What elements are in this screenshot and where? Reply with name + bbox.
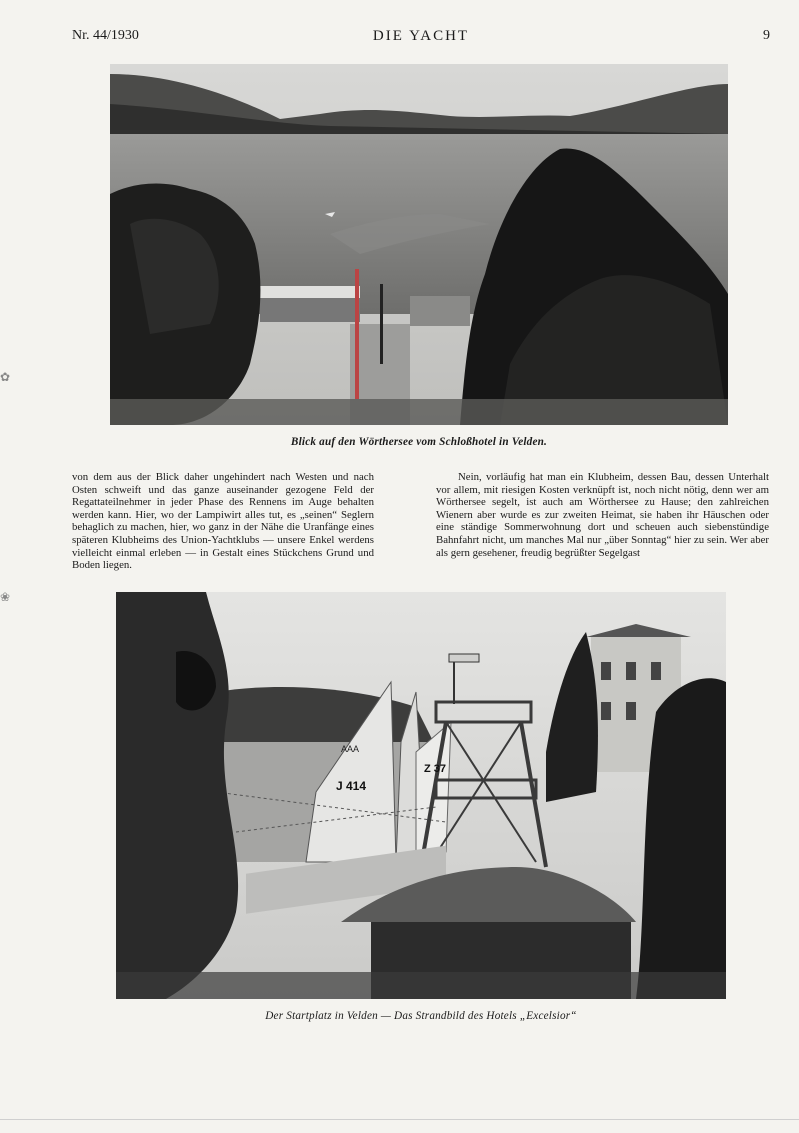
left-column-text: von dem aus der Blick daher ungehindert nach Westen und nach Osten schweift und das ganze auseinander gezogene Feld der Regattateilnehmer in jeder Phase des Rennens im Auge behalten werden kann. Hier, wo der Lampiwirt alles tut, es „seinen“ Seglern behaglich zu machen, hier, wo ganz in der Nähe die Uranfänge eines späteren Klubheims des Union-Yachtklubs — unsere Enkel werdens vielleicht einmal erleben — in Gestalt eines Stückchens Grund und Boden liegen. — [72, 471, 374, 572]
text-column-right — [436, 471, 769, 559]
top-photo-caption: Blick auf den Wörthersee vom Schloßhotel in Velden. — [290, 436, 548, 448]
sail-number: AAA — [341, 744, 360, 754]
bottom-photo-caption: Der Startplatz in Velden — Das Strandbild des Hotels „Excelsior“ — [265, 1010, 577, 1022]
issue-number: Nr. 44/1930 — [72, 28, 139, 43]
sail-number: Z 37 — [424, 763, 447, 775]
page-header — [72, 28, 770, 46]
page-edge-line — [0, 1119, 799, 1120]
margin-mark: ❀ — [0, 590, 11, 604]
lake-view-photo — [110, 64, 728, 425]
page-number: 9 — [763, 28, 770, 43]
right-column-text: Nein, vorläufig hat man ein Klubheim, dessen Bau, dessen Unterhalt vor allem, mit riesigen Kosten verknüpft ist, noch nicht nötig, denn wer am Wörthersee segelt, ist auch am Wörthersee zu Hause; den zahlreichen Wienern aber wurde es zur zweiten Heimat, sie haben ihr Häuschen oder eine ständige Sommerwohnung dort und scheuen auch siebenstündige Bahnfahrt nicht, um manches Mal nur „über Sonntag“ hier zu sein. Wer aber als gern gesehener, freudig begrüßter Segelgast — [436, 471, 769, 559]
text-column-left — [72, 471, 374, 572]
magazine-title: DIE YACHT — [372, 28, 470, 44]
margin-mark: ✿ — [0, 370, 11, 384]
sail-number: J 414 — [336, 779, 367, 793]
start-area-photo — [116, 592, 726, 999]
